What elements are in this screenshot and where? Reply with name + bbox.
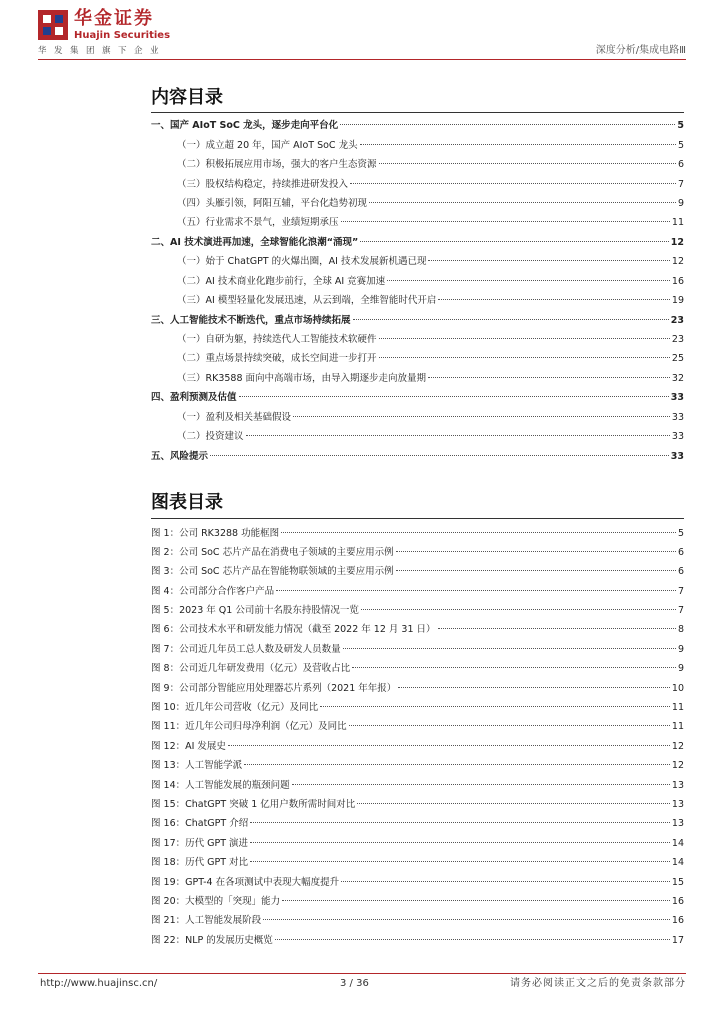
page-header xyxy=(0,0,724,64)
figure-entry[interactable]: 图 7：公司近几年员工总人数及研发人员数量 9 xyxy=(151,644,684,655)
figure-entry[interactable]: 图 17：历代 GPT 演进 14 xyxy=(151,838,684,849)
figure-entry[interactable]: 图 15：ChatGPT 突破 1 亿用户数所需时间对比 13 xyxy=(151,799,684,810)
toc-entry[interactable]: 五、风险提示 33 xyxy=(151,451,684,462)
figure-entry[interactable]: 图 11：近几年公司归母净利润（亿元）及同比 11 xyxy=(151,721,684,732)
figure-entry[interactable]: 图 20：大模型的「突现」能力 16 xyxy=(151,896,684,907)
toc-title: 内容目录 xyxy=(151,87,223,108)
brand-name-en: Huajin Securities xyxy=(74,30,171,41)
huajin-logo-icon xyxy=(38,10,68,40)
figure-entry[interactable]: 图 6：公司技术水平和研发能力情况（截至 2022 年 12 月 31 日） 8 xyxy=(151,624,684,635)
page-number: 3 / 36 xyxy=(340,978,369,989)
figure-entry[interactable]: 图 19：GPT-4 在各项测试中表现大幅度提升 15 xyxy=(151,877,684,888)
figure-entry[interactable]: 图 4：公司部分合作客户产品 7 xyxy=(151,586,684,597)
figure-entry[interactable]: 图 9：公司部分智能应用处理器芯片系列（2021 年年报） 10 xyxy=(151,683,684,694)
figure-entry[interactable]: 图 3：公司 SoC 芯片产品在智能物联领域的主要应用示例 6 xyxy=(151,566,684,577)
toc-entry[interactable]: 四、盈利预测及估值 33 xyxy=(151,392,684,403)
figure-entry[interactable]: 图 8：公司近几年研发费用（亿元）及营收占比 9 xyxy=(151,663,684,674)
figures-title: 图表目录 xyxy=(151,492,223,513)
toc-title-divider xyxy=(151,112,684,113)
toc-entry[interactable]: （四）头雁引领，阿阳互辅，平台化趋势初现 9 xyxy=(177,198,684,209)
toc-entry[interactable]: （五）行业需求不景气，业绩短期承压 11 xyxy=(177,217,684,228)
toc-entry[interactable]: （一）盈利及相关基础假设 33 xyxy=(177,412,684,423)
footer-disclaimer: 请务必阅读正文之后的免责条款部分 xyxy=(510,978,686,989)
toc-entry[interactable]: （二）积极拓展应用市场，强大的客户生态资源 6 xyxy=(177,159,684,170)
figure-entry[interactable]: 图 18：历代 GPT 对比 14 xyxy=(151,857,684,868)
report-type: 深度分析/集成电路Ⅲ xyxy=(595,45,686,56)
toc-entry[interactable]: 一、国产 AIoT SoC 龙头，逐步走向平台化 5 xyxy=(151,120,684,131)
figure-entry[interactable]: 图 22：NLP 的发展历史概览 17 xyxy=(151,935,684,946)
toc-entry[interactable]: 二、AI 技术演进再加速，全球智能化浪潮“涌现” 12 xyxy=(151,237,684,248)
toc-entry[interactable]: （一）始于 ChatGPT 的火爆出圈，AI 技术发展新机遇已现 12 xyxy=(177,256,684,267)
toc-entry[interactable]: （三）股权结构稳定，持续推进研发投入 7 xyxy=(177,179,684,190)
figure-entry[interactable]: 图 1：公司 RK3288 功能框图 5 xyxy=(151,528,684,539)
figure-entry[interactable]: 图 12：AI 发展史 12 xyxy=(151,741,684,752)
figure-entry[interactable]: 图 10：近几年公司营收（亿元）及同比 11 xyxy=(151,702,684,713)
figure-entry[interactable]: 图 14：人工智能发展的瓶颈问题 13 xyxy=(151,780,684,791)
toc-entry[interactable]: （二）AI 技术商业化跑步前行，全球 AI 竞赛加速 16 xyxy=(177,276,684,287)
toc-entry[interactable]: （一）自研为躯，持续迭代人工智能技术软硬件 23 xyxy=(177,334,684,345)
footer-divider xyxy=(38,973,686,974)
figures-title-divider xyxy=(151,518,684,519)
figure-entry[interactable]: 图 5：2023 年 Q1 公司前十名股东持股情况一览 7 xyxy=(151,605,684,616)
toc-entry[interactable]: （三）RK3588 面向中高端市场，由导入期逐步走向放量期 32 xyxy=(177,373,684,384)
toc-entry[interactable]: 三、人工智能技术不断迭代，重点市场持续拓展 23 xyxy=(151,315,684,326)
footer-website-link[interactable]: http://www.huajinsc.cn/ xyxy=(40,978,158,989)
brand-slogan: 华发集团旗下企业 xyxy=(38,46,167,56)
figure-entry[interactable]: 图 13：人工智能学派 12 xyxy=(151,760,684,771)
brand-name-cn: 华金证券 xyxy=(74,8,154,29)
toc-entry[interactable]: （三）AI 模型轻量化发展迅速，从云到端，全维智能时代开启 19 xyxy=(177,295,684,306)
header-divider xyxy=(38,59,686,60)
toc-entry[interactable]: （二）投资建议 33 xyxy=(177,431,684,442)
toc-entry[interactable]: （二）重点场景持续突破，成长空间进一步打开 25 xyxy=(177,353,684,364)
toc-entry[interactable]: （一）成立超 20 年，国产 AIoT SoC 龙头 5 xyxy=(177,140,684,151)
figure-entry[interactable]: 图 2：公司 SoC 芯片产品在消费电子领域的主要应用示例 6 xyxy=(151,547,684,558)
figure-entry[interactable]: 图 16：ChatGPT 介绍 13 xyxy=(151,818,684,829)
figure-entry[interactable]: 图 21：人工智能发展阶段 16 xyxy=(151,915,684,926)
